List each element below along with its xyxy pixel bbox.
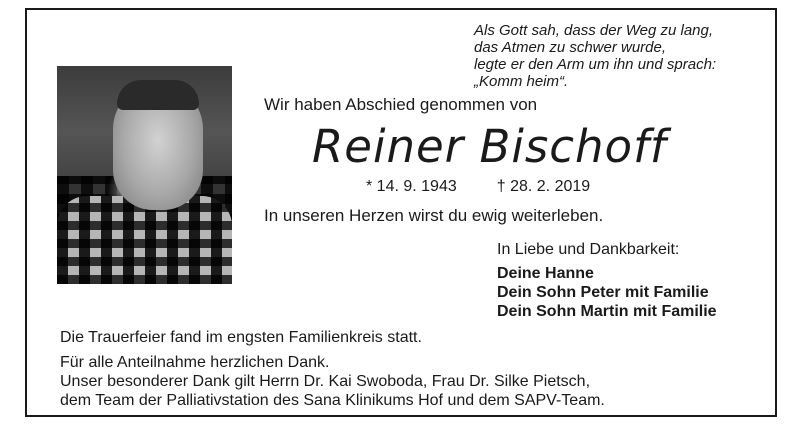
mourner-line: Dein Sohn Martin mit Familie (497, 303, 717, 320)
intro-text: Wir haben Abschied genommen von (264, 95, 538, 114)
special-thanks-note-cont: dem Team der Palliativstation des Sana Klinikums Hof und dem SAPV-Team. (60, 392, 605, 409)
poem-line: legte er den Arm um ihn und sprach: (474, 56, 717, 73)
death-date: † 28. 2. 2019 (496, 178, 591, 195)
photo-hair (117, 80, 199, 110)
funeral-note: Die Trauerfeier fand im engsten Familienkreis statt. (60, 329, 422, 346)
mourner-line: Deine Hanne (497, 265, 594, 282)
poem (474, 22, 774, 90)
poem-line: „Komm heim“. (474, 73, 569, 90)
deceased-name: Reiner Bischoff (312, 120, 667, 173)
special-thanks-note: Unser besonderer Dank gilt Herrn Dr. Kai Swoboda, Frau Dr. Silke Pietsch, (60, 373, 591, 390)
birth-date: * 14. 9. 1943 (366, 178, 457, 195)
gratitude-heading: In Liebe und Dankbarkeit: (497, 241, 680, 258)
portrait-photo (57, 66, 232, 284)
mourners-list (497, 264, 717, 321)
thanks-note: Für alle Anteilnahme herzlichen Dank. (60, 354, 330, 371)
poem-line: das Atmen zu schwer wurde, (474, 39, 667, 56)
poem-line: Als Gott sah, dass der Weg zu lang, (474, 22, 714, 39)
life-dates (366, 178, 590, 196)
closing-notes (60, 328, 605, 410)
remembrance-text: In unseren Herzen wirst du ewig weiterleben. (264, 206, 604, 225)
mourner-line: Dein Sohn Peter mit Familie (497, 284, 709, 301)
